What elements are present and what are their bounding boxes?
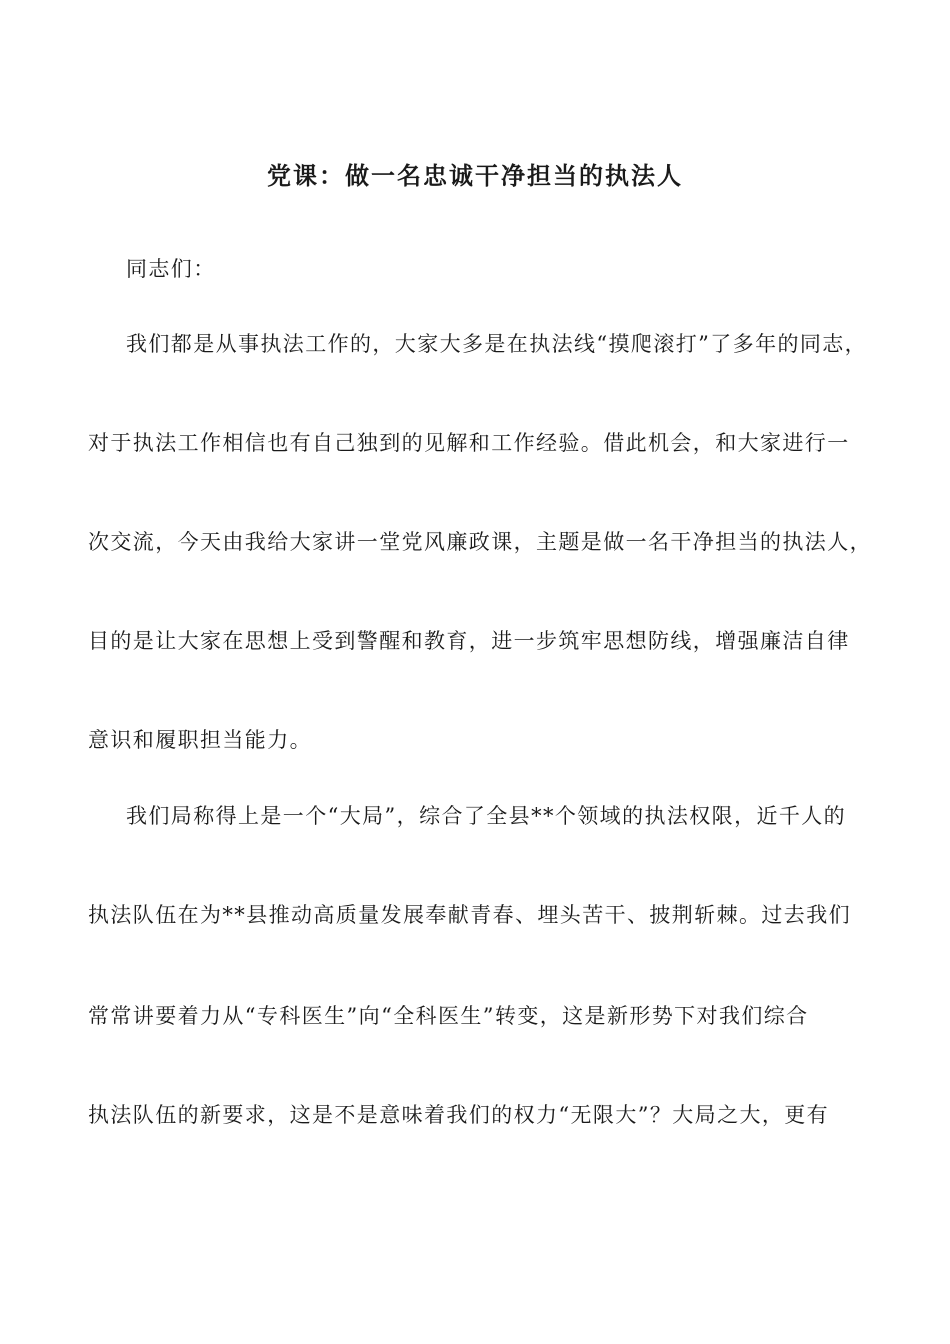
body-text-line: 次交流，今天由我给大家讲一堂党风廉政课，主题是做一名干净担当的执法人， — [88, 530, 872, 554]
body-text-line: 执法队伍在为**县推动高质量发展奉献青春、埋头苦干、披荆斩棘。过去我们 — [88, 903, 851, 927]
body-text-line: 对于执法工作相信也有自己独到的见解和工作经验。借此机会，和大家进行一 — [88, 431, 850, 455]
body-text-line: 执法队伍的新要求，这是不是意味着我们的权力“无限大”？大局之大，更有 — [88, 1103, 830, 1127]
salutation-line: 同志们： — [126, 257, 216, 281]
body-text-line: 我们都是从事执法工作的，大家大多是在执法线“摸爬滚打”了多年的同志， — [126, 332, 868, 356]
body-text-line: 我们局称得上是一个“大局”，综合了全县**个领域的执法权限，近千人的 — [126, 804, 847, 828]
body-text-line: 常常讲要着力从“专科医生”向“全科医生”转变，这是新形势下对我们综合 — [88, 1004, 809, 1028]
body-text-line: 目的是让大家在思想上受到警醒和教育，进一步筑牢思想防线，增强廉洁自律 — [88, 629, 850, 653]
document-title: 党课：做一名忠诚干净担当的执法人 — [267, 161, 683, 190]
body-text-line: 意识和履职担当能力。 — [88, 728, 312, 752]
